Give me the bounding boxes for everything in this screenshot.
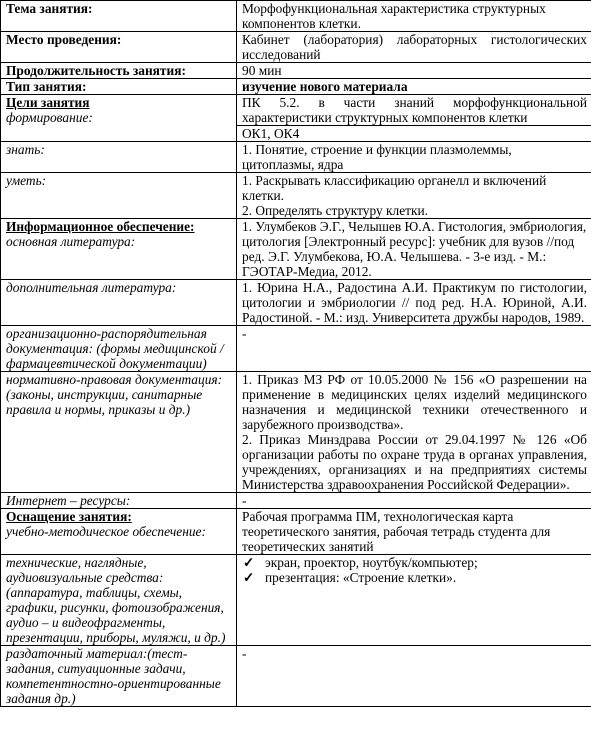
formation-value: ПК 5.2. в части знаний морфофункциональной характеристики структурных компонентов клетки xyxy=(242,95,587,125)
table-row xyxy=(1,63,591,79)
legal-docs-cell xyxy=(237,372,591,493)
list-item xyxy=(243,570,587,585)
duration-label: Продолжительность занятия: xyxy=(1,63,237,79)
able-cell xyxy=(237,173,591,219)
venue-label: Место проведения: xyxy=(1,32,237,63)
legal-doc-item: 2. Приказ Минздрава России от 29.04.1997 № 126 «Об организации работы по охране труда в органах управления, учреждениях, организациях и на предприятиях системы Министерства здравоохранения Российской Федерации». xyxy=(242,432,587,492)
able-item: 1. Раскрывать классификацию органелл и включений клетки. xyxy=(242,173,547,203)
info-cell xyxy=(1,219,237,280)
methodical-label: учебно-методическое обеспечение: xyxy=(6,524,206,539)
checkmark-icon: ✓ xyxy=(243,570,255,585)
lesson-type-label: Тип занятия: xyxy=(1,79,237,95)
technical-list xyxy=(242,555,587,585)
able-item: 2. Определять структуру клетки. xyxy=(242,203,429,218)
table-row xyxy=(1,509,591,555)
equipment-heading: Оснащение занятия: xyxy=(6,509,132,524)
extra-lit-label: дополнительная литература: xyxy=(1,280,237,326)
technical-label: технические, наглядные, аудиовизуальные средства: (аппаратура, таблицы, схемы, графики, рисунки, фотоизображения, аудио – и видеофрагменты, презентации, приборы, муляжи, и др.) xyxy=(1,555,237,646)
org-docs-label: организационно-распорядительная документация: (формы медицинской /фармацевтической документации) xyxy=(1,326,237,372)
main-lit-value: 1. Улумбеков Э.Г., Челышев Ю.А. Гистология, эмбриология, цитология [Электронный ресурс]: учебник для вузов //под ред. Э.Г. Улумбекова, Ю.А. Челышева. - 3-е изд. - М.: ГЭОТАР-Медиа, 2012. xyxy=(237,219,591,280)
equipment-cell xyxy=(1,509,237,555)
table-row xyxy=(1,219,591,280)
legal-doc-item: 1. Приказ МЗ РФ от 10.05.2000 № 156 «О разрешении на применение в медицинских целях изделий медицинского назначения и медицинской техники отечественного и зарубежного производства». xyxy=(242,372,587,432)
table-row xyxy=(1,555,591,646)
handout-label: раздаточный материал:(тест-задания, ситуационные задачи, компетентностно-ориентированные задания др.) xyxy=(1,646,237,707)
formation-cell xyxy=(237,95,591,142)
org-docs-value: - xyxy=(237,326,591,372)
topic-value: Морфофункциональная характеристика структурных компонентов клетки. xyxy=(237,1,591,32)
main-lit-label: основная литература: xyxy=(6,234,136,249)
formation-label: формирование: xyxy=(6,110,93,125)
handout-value: - xyxy=(237,646,591,707)
internet-value: - xyxy=(237,493,591,509)
competencies-value: ОК1, ОК4 xyxy=(237,125,591,141)
table-row xyxy=(1,646,591,707)
topic-label: Тема занятия: xyxy=(1,1,237,32)
technical-item: экран, проектор, ноутбук/компьютер; xyxy=(265,555,478,570)
venue-value: Кабинет (лаборатория) лабораторных гистологических исследований xyxy=(237,32,591,63)
legal-docs-label: нормативно-правовая документация: (законы, инструкции, санитарные правила и нормы, приказы и др.) xyxy=(1,372,237,493)
goals-heading: Цели занятия xyxy=(6,95,90,110)
technical-cell xyxy=(237,555,591,646)
know-value: 1. Понятие, строение и функции плазмолеммы, цитоплазмы, ядра xyxy=(237,142,591,173)
checkmark-icon: ✓ xyxy=(243,555,255,570)
table-row xyxy=(1,372,591,493)
table-row xyxy=(1,326,591,372)
table-row xyxy=(1,173,591,219)
extra-lit-value: 1. Юрина Н.А., Радостина А.И. Практикум по гистологии, цитологии и эмбриологии // под ред. Н.А. Юриной, А.И. Радостиной. - М.: изд. Университета дружбы народов, 1989. xyxy=(237,280,591,326)
info-heading: Информационное обеспечение: xyxy=(6,219,195,234)
duration-value: 90 мин xyxy=(237,63,591,79)
table-row xyxy=(1,142,591,173)
technical-item: презентация: «Строение клетки». xyxy=(265,570,457,585)
table-row xyxy=(1,1,591,32)
table-row xyxy=(1,493,591,509)
internet-label: Интернет – ресурсы: xyxy=(1,493,237,509)
goals-cell xyxy=(1,95,237,142)
know-label: знать: xyxy=(1,142,237,173)
table-row xyxy=(1,32,591,63)
list-item xyxy=(243,555,587,570)
table-row xyxy=(1,79,591,95)
table-row xyxy=(1,280,591,326)
table-row xyxy=(1,95,591,142)
methodical-value: Рабочая программа ПМ, технологическая карта теоретического занятия, рабочая тетрадь студента для теоретических занятий xyxy=(237,509,591,555)
lesson-type-value: изучение нового материала xyxy=(237,79,591,95)
able-label: уметь: xyxy=(1,173,237,219)
